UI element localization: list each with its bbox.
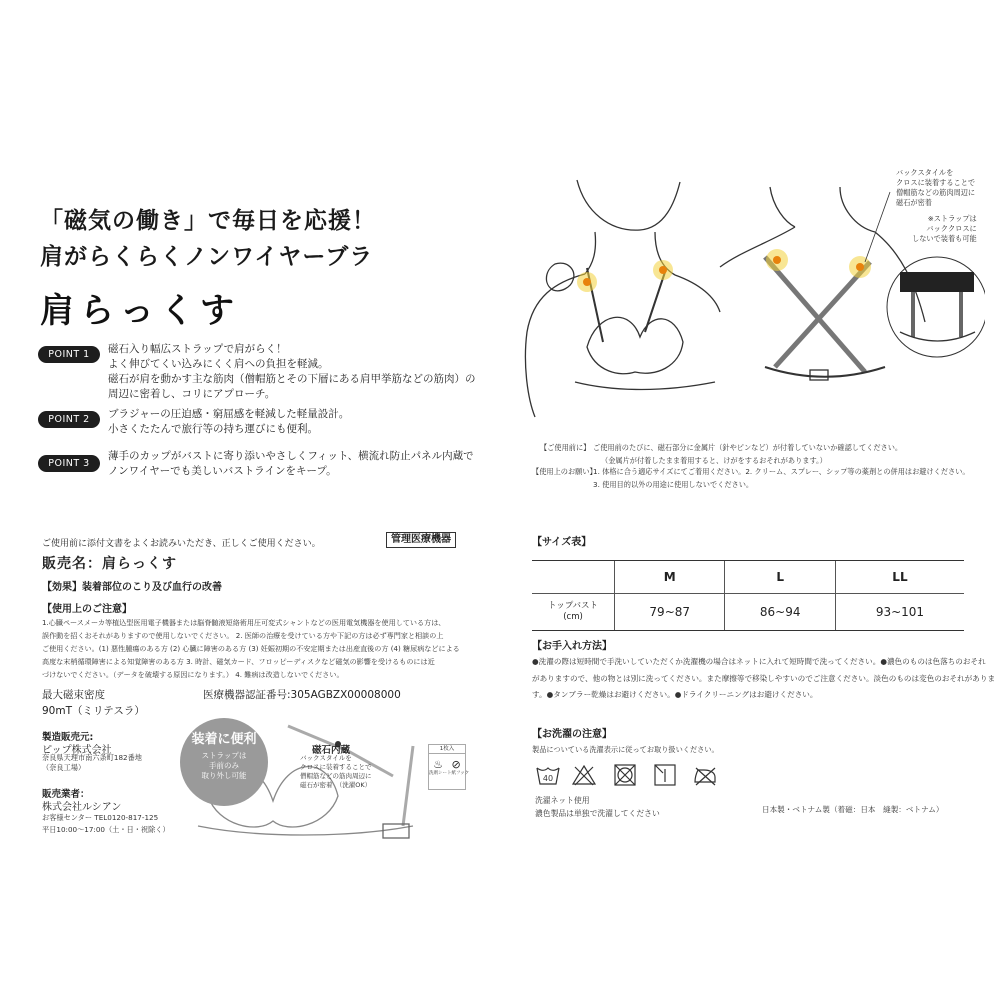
top-bust-unit: (cm): [563, 612, 583, 622]
before-use-line: （金属片が付着したまま着用すると、けがをするおそれがあります。）: [601, 456, 827, 465]
inset-straps: [913, 292, 961, 337]
care-line: す。●タンブラー乾燥はお避けください。●ドライクリーニングはお避けください。: [532, 690, 818, 699]
bra-strap-back: [403, 746, 413, 826]
badge-line: 取り外し可能: [201, 771, 247, 780]
back-hair-right: [840, 187, 875, 232]
point2-badge: POINT 2: [38, 411, 100, 428]
maker-address-line: （奈良工場）: [42, 763, 86, 772]
convenience-badge: [180, 718, 268, 806]
care-line: ●洗濯の際は短時間で手洗いしていただくか洗濯機の場合はネットに入れて短時間で洗ってください。●濃色のものは色落ちのおそれ: [532, 657, 986, 666]
care-request-text: [593, 465, 970, 491]
front-hand: [546, 263, 573, 291]
back-band: [765, 367, 885, 377]
bra-hook: [383, 824, 409, 838]
back-note: [896, 168, 975, 208]
laundry-notes: [535, 794, 660, 820]
support-hours: 平日10:00〜17:00（土・日・祝除く）: [42, 825, 170, 834]
caution-line: 高度な末梢循環障害による知覚障害のある方 3. 時計、磁気カード、フロッピーディスクなど磁気の影響を受けるものには近: [42, 657, 435, 666]
package-tag: [428, 744, 470, 790]
caution-title: 【使用上のご注意】: [42, 604, 132, 615]
strap-note-line: しないで装着も可能: [912, 234, 977, 243]
seller-name: 株式会社ルシアン: [42, 802, 122, 813]
size-table-title: 【サイズ表】: [532, 537, 592, 548]
point1-line: よく伸びてくい込みにくく肩への負担を軽減。: [108, 358, 329, 370]
front-magnet-core: [583, 278, 591, 286]
callout-line: [865, 192, 890, 262]
back-strap-cross-a: [765, 257, 865, 372]
before-use-label: 【ご使用前に】: [540, 443, 591, 452]
point1-badge: POINT 1: [38, 346, 100, 363]
magnet-label: 磁石内蔵: [312, 745, 351, 756]
size-table-row: [532, 594, 964, 631]
laundry-intro: 製品についている洗濯表示に従ってお取り扱いください。: [532, 745, 719, 754]
shade-line: [655, 765, 663, 773]
front-neck-left: [585, 232, 596, 274]
wash-water: [537, 768, 559, 770]
caution-text: [42, 616, 460, 681]
size-header-ll: LL: [835, 561, 964, 594]
care-line: がありますので、他の物とは別に洗ってください。また摩擦等で移染しやすいのでご注意ください。淡色のものは変色のおそれがありま: [532, 673, 996, 683]
product-name: 肩らっくす: [40, 291, 240, 331]
back-magnet-core: [773, 256, 781, 264]
magnet-note: [300, 754, 372, 790]
magnet-note-line: 磁石が密着 （洗濯OK）: [300, 781, 372, 789]
back-note-line: バックスタイルを: [896, 168, 954, 177]
headline-line1: 「磁気の働き」で毎日を応援！: [40, 208, 376, 234]
badge-line: ストラップは: [201, 751, 247, 760]
care-title: 【お手入れ方法】: [532, 641, 612, 652]
customer-center: お客様センター TEL0120-817-125: [42, 813, 159, 822]
care-request-line: 1. 体格に合う適応サイズにてご着用ください。2. クリーム、スプレー、シップ等の薬剤との併用はお避けください。: [593, 467, 970, 476]
laundry-note-line: 濃色製品は単独で洗濯してください: [535, 809, 660, 818]
back-note-line: 僧帽筋などの筋肉周辺に: [896, 188, 976, 197]
size-value-ll: 93~101: [835, 594, 964, 631]
line-dry-shade-icon: [652, 764, 678, 786]
point1-text: [108, 342, 476, 402]
care-text: [532, 654, 995, 704]
certification-number: 医療機器認証番号:305AGBZX00008000: [203, 689, 401, 701]
front-shoulder-right: [675, 275, 720, 312]
sales-name: 販売名：肩らっくす: [42, 556, 177, 572]
laundry-title: 【お洗濯の注意】: [532, 729, 612, 740]
top-bust-label: [532, 594, 615, 631]
point1-line: 磁石が肩を動かす主な筋肉（僧帽筋とその下層にある肩甲挙筋などの筋肉）の: [108, 373, 476, 385]
point3-badge: POINT 3: [38, 455, 100, 472]
inset-top-bar: [900, 272, 974, 292]
front-strap-right: [645, 272, 665, 332]
seller-label: 販売業者：: [42, 789, 90, 800]
maker-address: [42, 753, 142, 773]
strap-note: [912, 214, 977, 244]
back-note-line: 磁石が密着: [896, 198, 932, 207]
caution-line: 誤作動を招くおそれがありますので使用しないでください。 2. 医師の治療を受けている方や下記の方は必ず専門家と相談の上: [42, 631, 444, 640]
front-band: [575, 382, 715, 390]
magnet-note-line: クロスに装着することで: [300, 763, 372, 771]
point2-line: ブラジャーの圧迫感・窮屈感を軽減した軽量設計。: [108, 408, 350, 420]
size-value-l: 86~94: [725, 594, 835, 631]
badge-line: 手前のみ: [209, 761, 239, 770]
no-tumble-dry-icon: [612, 764, 638, 786]
size-header-m: M: [615, 561, 725, 594]
back-magnet-core: [856, 263, 864, 271]
strap-note-line: バッククロスに: [926, 224, 977, 233]
wash-temp: 40: [542, 774, 554, 783]
strap-note-line: ※ストラップは: [927, 214, 977, 223]
size-value-m: 79~87: [615, 594, 725, 631]
bra-band-outline: [198, 826, 413, 835]
caution-line: づけないでください。（データを破壊する原因になります。） 4. 難病は改造しないでください。: [42, 670, 344, 679]
back-hair-left: [770, 187, 795, 227]
point3-line: 薄手のカップがバストに寄り添いやさしくフィット、横流れ防止パネル内蔵で: [108, 450, 474, 462]
size-table: [532, 560, 964, 631]
wash-40-icon: [535, 764, 561, 786]
front-chin-line: [577, 180, 680, 230]
read-first-notice: ご使用前に添付文書をよくお読みいただき、正しくご使用ください。: [42, 539, 321, 549]
front-bra-cups: [587, 317, 683, 373]
back-strap-cross-b: [775, 262, 870, 367]
density-value: 90mT（ミリテスラ）: [42, 705, 145, 717]
size-table-header-row: [532, 561, 964, 594]
maker-address-line: 奈良県天理市南六条町182番地: [42, 753, 142, 762]
care-request-line: 3. 使用目的以外の用途に使用しないでください。: [593, 480, 754, 489]
country-of-origin: 日本製・ベトナム製（着磁：日本 縫製：ベトナム）: [762, 805, 944, 814]
tag-icon-label: 洗剤シート: [429, 771, 452, 776]
size-table-corner: [532, 561, 615, 594]
point3-text: [108, 449, 474, 479]
point3-line: ノンワイヤーでも美しいバストラインをキープ。: [108, 465, 337, 477]
tag-icon-label: 紙フック: [451, 771, 470, 776]
package-tag-header: 1枚入: [429, 745, 465, 754]
maker-name: ピップ株式会社: [42, 745, 112, 756]
magnet-note-line: 僧帽筋などの筋肉周辺に: [300, 772, 372, 780]
point1-line: 磁石入り幅広ストラップで肩がらく！: [108, 343, 287, 355]
before-use-line: ご使用前のたびに、磁石部分に金属片（針やピンなど）が付着していないか確認してください。: [593, 443, 903, 452]
point2-text: [108, 407, 349, 437]
back-note-line: クロスに装着することで: [896, 178, 976, 187]
before-use-text: [593, 441, 902, 467]
front-shoulder-left: [525, 274, 585, 417]
hook-icon: ⊘: [451, 758, 461, 771]
headline-line2: 肩がらくらくノンワイヤーブラ: [40, 244, 374, 270]
badge-title: 装着に便利: [191, 732, 257, 747]
detergent-icon: ♨: [433, 758, 444, 771]
no-iron-icon: [692, 764, 718, 786]
device-class-badge: 管理医療機器: [386, 532, 456, 548]
caution-line: ご使用ください。(1) 悪性腫瘍のある方 (2) 心臓に障害のある方 (3) 妊娠初期の不安定期または出産直後の方 (4) 糖尿病などによる: [42, 644, 460, 653]
no-bleach-icon: [571, 764, 597, 786]
effect: 【効果】装着部位のこり及び血行の改善: [42, 582, 222, 593]
point1-line: 周辺に密着し、コリにアプローチ。: [108, 388, 276, 400]
top-bust-label-line: トップバスト: [547, 601, 599, 611]
size-header-l: L: [725, 561, 835, 594]
caution-line: 1.心臓ペースメーカ等植込型医用電子機器または脳脊髄液短絡術用圧可変式シャントなどの医用電気機器を使用している方は、: [42, 618, 446, 627]
point2-line: 小さくたたんで旅行等の持ち運びにも便利。: [108, 423, 318, 435]
maker-label: 製造販売元:: [42, 732, 94, 743]
care-request-label: 【使用上のお願い】: [532, 467, 597, 476]
model-illustration: [515, 172, 985, 422]
density-label: 最大磁束密度: [42, 689, 105, 701]
back-hook: [810, 370, 828, 380]
laundry-note-line: 洗濯ネット使用: [535, 796, 590, 805]
front-magnet-core: [659, 266, 667, 274]
magnet-note-line: バックスタイルを: [300, 754, 352, 762]
